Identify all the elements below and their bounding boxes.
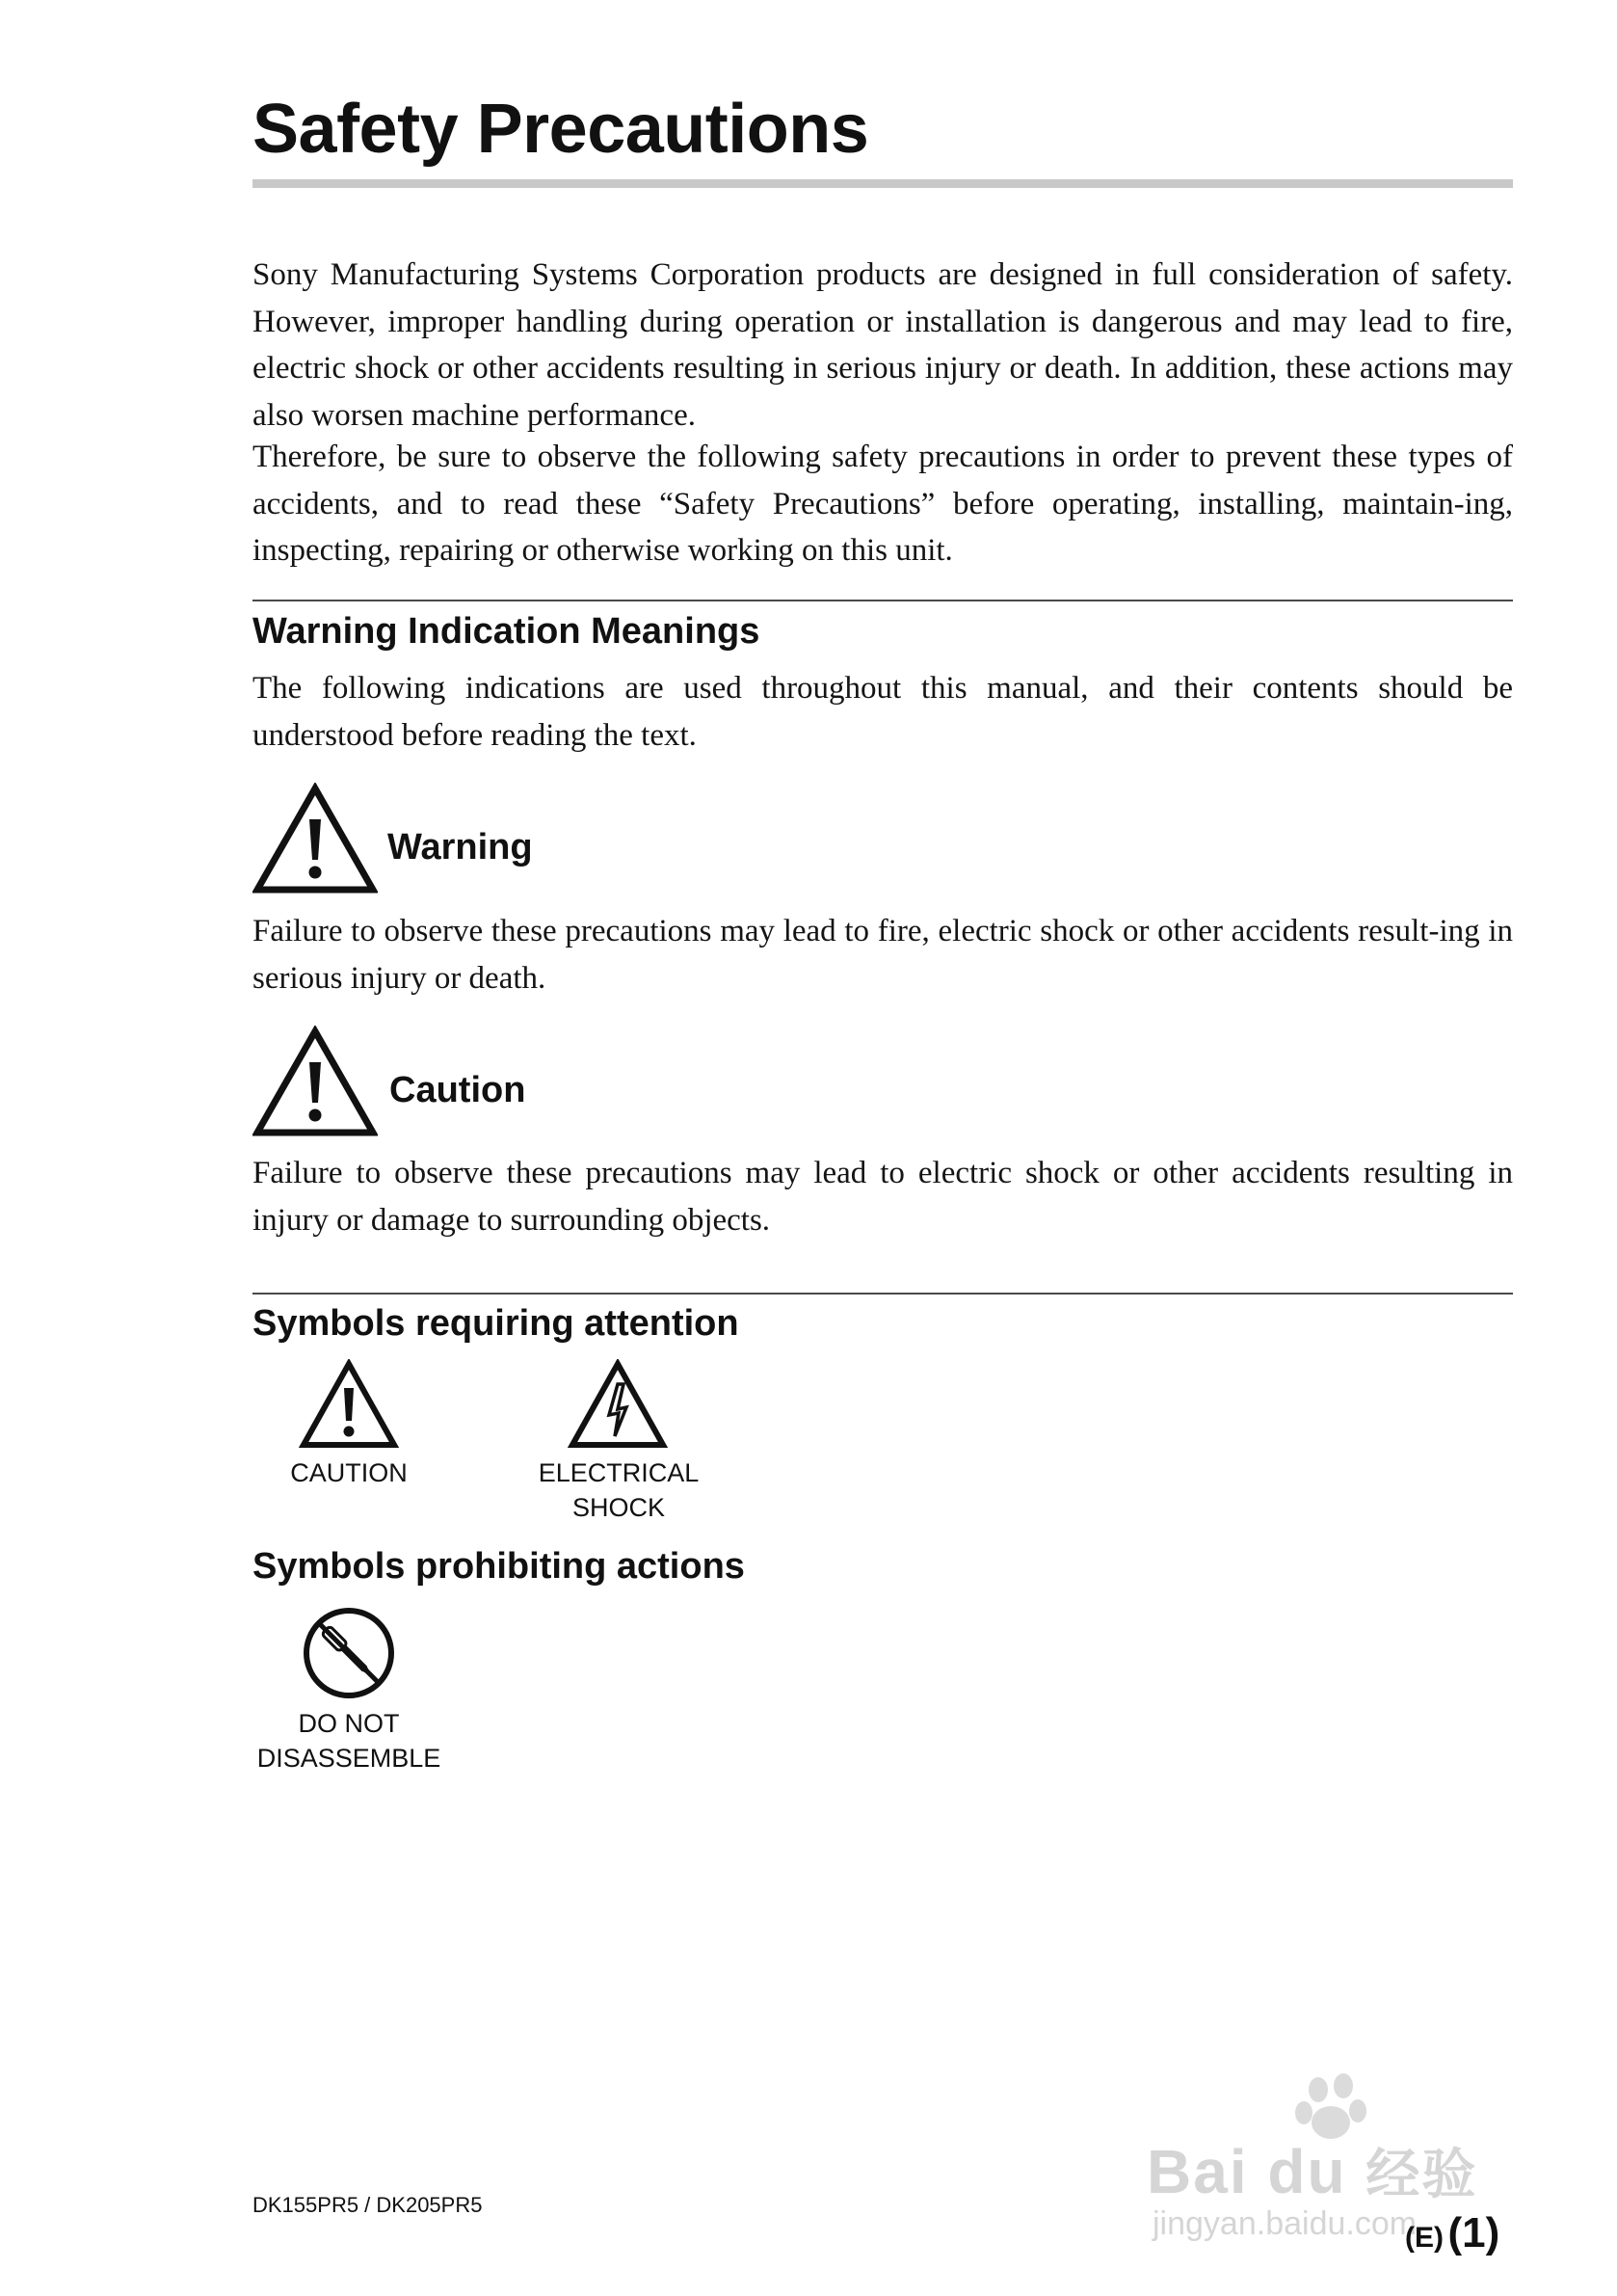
page-number — [1405, 2209, 1499, 2257]
warning-description: Failure to observe these precautions may lead to fire, electric shock or other accidents result-ing in serious injury or death. — [252, 914, 1513, 996]
electrical-shock-icon — [568, 1359, 668, 1450]
title-underline — [252, 179, 1513, 188]
intro-paragraph-2: Therefore, be sure to observe the following safety precautions in order to prevent these types of accidents, and to read these “Safety Precautions” before operating, installing, maintain-ing, inspecting, repairing or otherwise working on this unit. — [252, 440, 1513, 568]
watermark-url: jingyan.baidu.com — [1153, 2205, 1418, 2242]
watermark-brand: Bai du — [1147, 2137, 1347, 2206]
do-not-disassemble-icon — [301, 1605, 397, 1701]
warning-label: Warning — [387, 827, 533, 868]
language-code: (E) — [1405, 2222, 1444, 2254]
caution-symbol-label: CAUTION — [290, 1458, 408, 1487]
section-divider — [252, 1293, 1513, 1295]
watermark-brand-cn: 经验 — [1365, 2144, 1478, 2204]
warning-meanings-heading: Warning Indication Meanings — [252, 611, 760, 652]
intro-paragraph-1: Sony Manufacturing Systems Corporation products are designed in full consideration of safety. However, improper handling during operation or installation is dangerous and may lead to fire, electric shock or other accidents resulting in serious injury or death. In addition, these actions may also worsen machine performance. — [252, 257, 1513, 433]
caution-triangle-icon — [299, 1359, 399, 1450]
caution-label: Caution — [389, 1070, 526, 1110]
baidu-watermark — [1147, 2072, 1532, 2242]
electrical-shock-symbol-label: ELECTRICAL SHOCK — [538, 1458, 700, 1522]
attention-symbols-heading: Symbols requiring attention — [252, 1303, 739, 1344]
model-number: DK155PR5 / DK205PR5 — [252, 2193, 483, 2217]
page-number-value: (1) — [1447, 2209, 1500, 2256]
document-page — [252, 0, 1513, 2296]
warning-meanings-text: The following indications are used throughout this manual, and their contents should be understood before reading the text. — [252, 671, 1513, 753]
caution-description: Failure to observe these precautions may lead to electric shock or other accidents resulting in injury or damage to surrounding objects. — [252, 1156, 1513, 1238]
prohibiting-symbols-heading: Symbols prohibiting actions — [252, 1546, 745, 1587]
page-title: Safety Precautions — [252, 91, 869, 168]
do-not-disassemble-symbol-label: DO NOT DISASSEMBLE — [256, 1709, 441, 1773]
section-divider — [252, 600, 1513, 601]
caution-triangle-icon — [252, 1026, 378, 1137]
warning-triangle-icon — [252, 783, 378, 894]
